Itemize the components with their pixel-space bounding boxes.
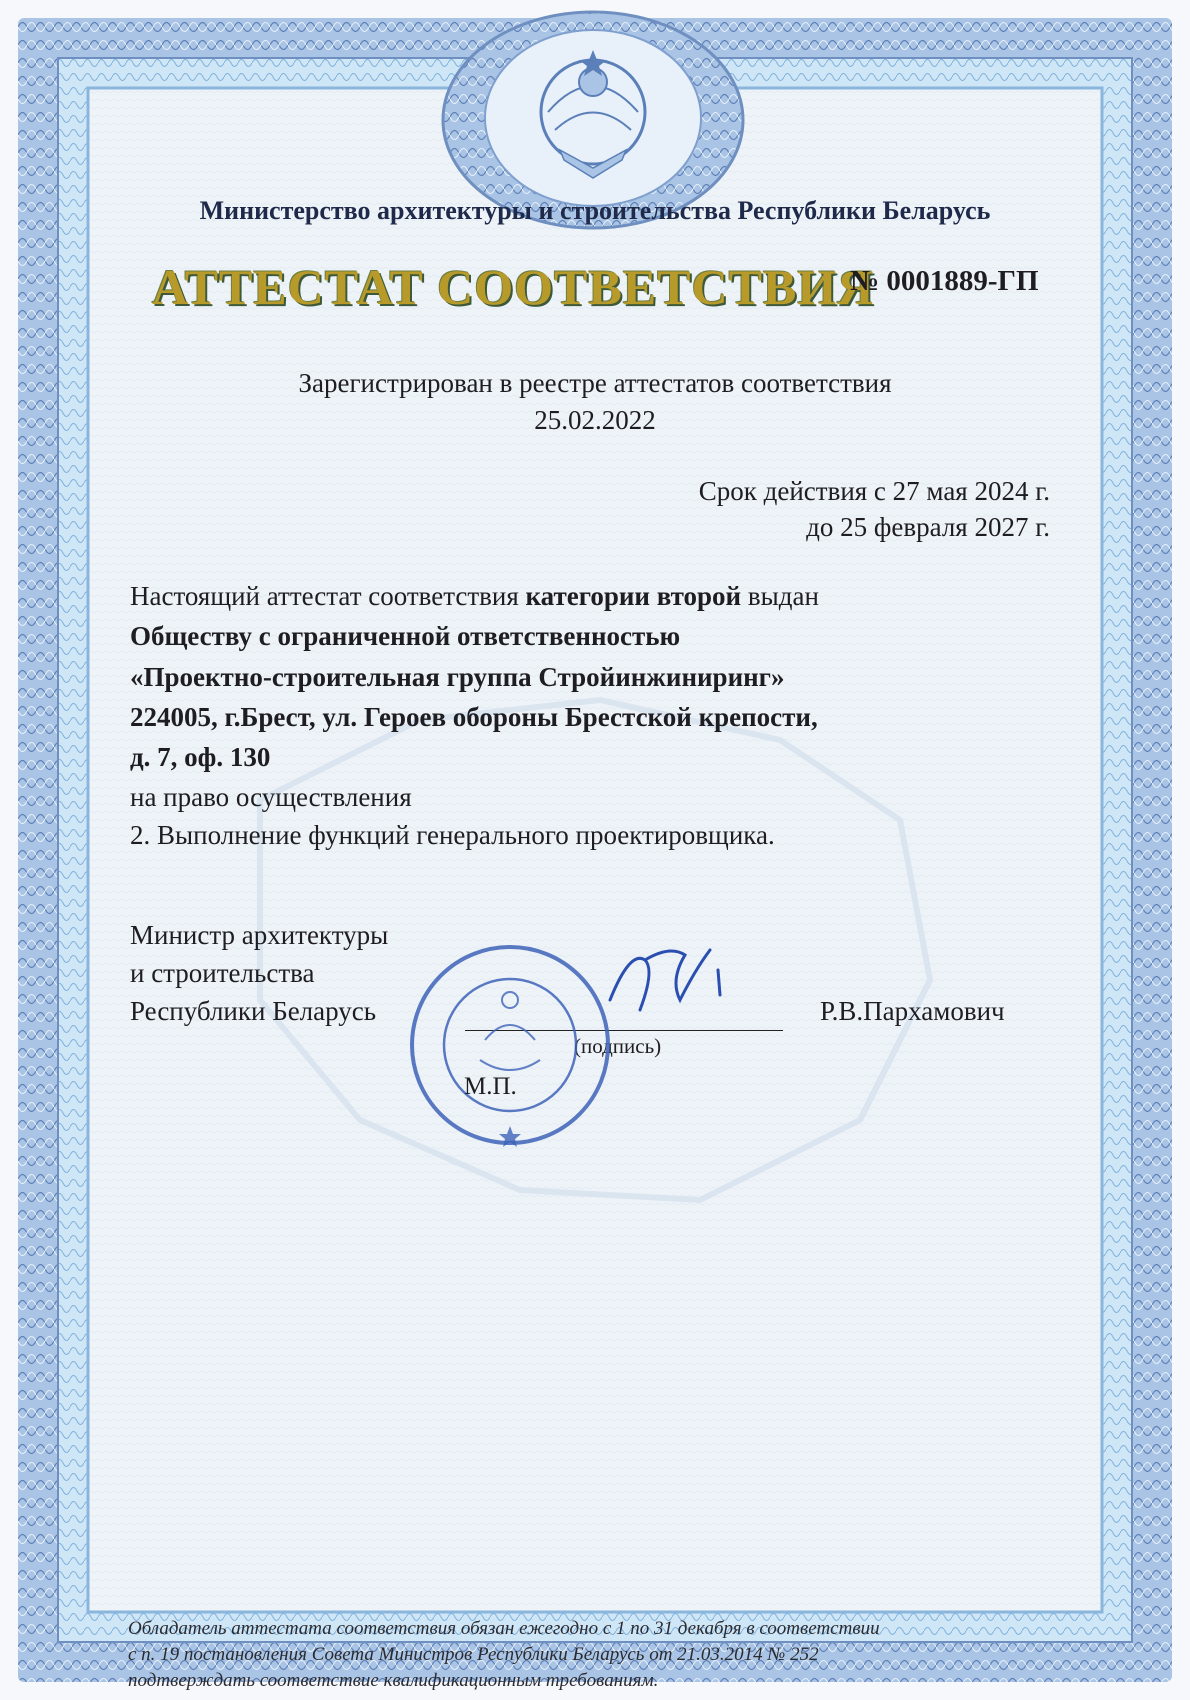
official-stamp [400,940,620,1150]
signatory-position-3: Республики Беларусь [130,996,377,1026]
signatory-position-1: Министр архитектуры [130,920,389,950]
category: категории второй [525,581,742,611]
footer-line-2: с п. 19 постановления Совета Министров Республики Беларусь от 21.03.2014 № 252 [128,1644,819,1665]
validity-from: Срок действия с 27 мая 2024 г. [698,476,1050,506]
registration-text: Зарегистрирован в реестре аттестатов соответствия [298,368,892,398]
intro-line [130,581,819,612]
validity-to: до 25 февраля 2027 г. [806,512,1050,542]
certificate-title: АТТЕСТАТ СООТВЕТСТВИЯ [152,259,875,315]
intro-suffix: выдан [741,581,819,611]
registration-date: 25.02.2022 [534,405,656,435]
right-intro: на право осуществления [130,782,412,812]
footer-note [128,1616,1046,1694]
signatory-name: Р.В.Пархамович [820,996,1005,1026]
org-line-2: «Проектно-строительная группа Стройинжиниринг» [130,662,785,692]
address-line-1: 224005, г.Брест, ул. Героев обороны Брестской крепости, [130,702,818,732]
activity: 2. Выполнение функций генерального проектировщика. [130,820,775,850]
stamp-place-label: М.П. [464,1073,517,1100]
intro-prefix: Настоящий аттестат соответствия [130,581,526,611]
handwritten-signature [600,940,750,1020]
certificate-number: № 0001889-ГП [850,265,1039,297]
footer-line-3: подтверждать соответствие квалификационным требованиям. [128,1670,659,1691]
signatory-position-2: и строительства [130,958,315,988]
org-line-1: Обществу с ограниченной ответственностью [130,621,681,651]
footer-line-1: Обладатель аттестата соответствия обязан ежегодно с 1 по 31 декабря в соответствии [128,1618,880,1639]
ministry-name: Министерство архитектуры и строительства Республики Беларусь [199,196,991,225]
signature-caption: (подпись) [574,1034,662,1058]
address-line-2: д. 7, оф. 130 [130,742,271,772]
